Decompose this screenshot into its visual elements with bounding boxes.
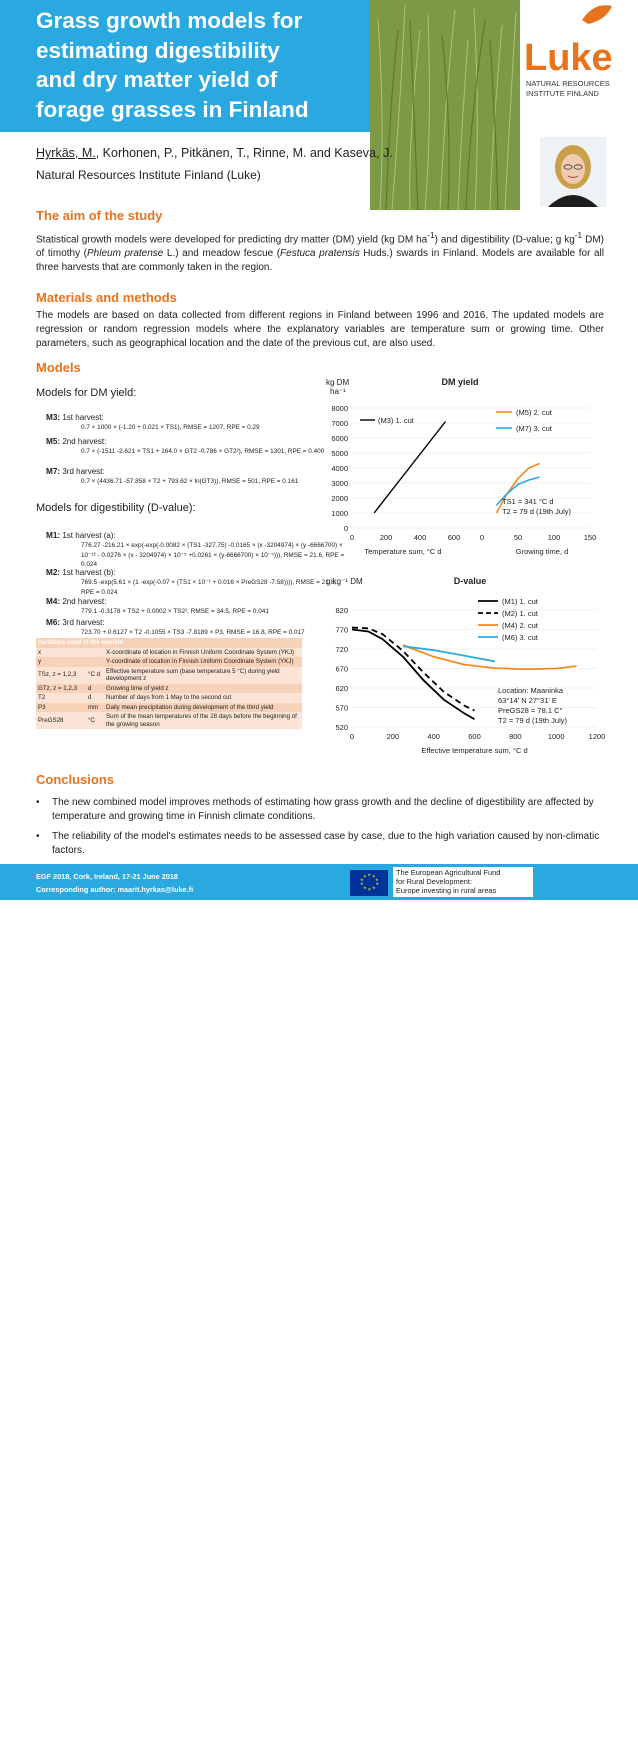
- chart2-legend-label: (M7) 3. cut: [516, 424, 552, 433]
- var-unit: °C: [86, 712, 104, 729]
- chart3-legend-label: (M6) 3. cut: [502, 633, 538, 642]
- title-line-2: estimating digestibility: [36, 37, 280, 63]
- chart1-series-line: [374, 422, 445, 514]
- eu-stars-icon: [350, 870, 388, 896]
- chart3-series-line: [352, 630, 475, 720]
- table-row: [36, 703, 302, 713]
- m3-harvest: 1st harvest:: [62, 413, 104, 422]
- conclusion-text-1: The new combined model improves methods of estimating how grass growth and the decline of digestibility are affected by temperature and growing time in Finnish climate conditions.: [52, 797, 594, 822]
- title-line-3: and dry matter yield of: [36, 67, 278, 92]
- aim-text-d: L.) and meadow fescue (: [163, 248, 281, 260]
- chart2-xtick: 50: [513, 533, 523, 542]
- author-list: [36, 146, 393, 160]
- eafrd-line-3: Europe investing in rural areas: [396, 886, 497, 896]
- table-row: [36, 657, 302, 667]
- var-desc: Sum of the mean temperatures of the 28 days before the beginning of the growing season: [104, 712, 302, 729]
- model-m2: [46, 567, 346, 597]
- header-banner: [0, 0, 638, 132]
- m6-formula: 723.70 + 0.6127 × T2 -0.1055 × TS3 -7.8189 × P3, RMSE = 16.8, RPE = 0.017: [81, 629, 305, 636]
- var-desc: X-coordinate of location in Finnish Uniform Coordinate System (YKJ): [104, 648, 302, 658]
- m1-harvest: 1st harvest (a):: [62, 531, 116, 540]
- table-row: [36, 648, 302, 658]
- charts-area: [320, 370, 610, 760]
- aim-text-a: Statistical growth models were developed for predicting dry matter (DM) yield (kg DM ha: [36, 234, 428, 246]
- chart3-ytick: 520: [335, 723, 348, 732]
- aim-sup2: -1: [574, 230, 583, 240]
- chart2-xtick: 150: [583, 533, 597, 542]
- table-row: [36, 684, 302, 694]
- chart2-xlabel: Growing time, d: [515, 547, 569, 556]
- author-photo: [540, 137, 606, 207]
- var-unit: d: [86, 693, 104, 703]
- var-symbol: T2: [36, 693, 86, 703]
- svg-text:★: ★: [363, 885, 367, 890]
- eafrd-label: [393, 867, 533, 897]
- var-desc: Daily mean precipitation during development of the third yield: [104, 703, 302, 713]
- var-unit: °C d: [86, 667, 104, 684]
- species-1: Phleum pratense: [87, 248, 164, 260]
- luke-logo-graphic: [520, 0, 638, 132]
- methods-heading: Materials and methods: [36, 290, 177, 305]
- chart3-legend-label: (M2) 1. cut: [502, 609, 538, 618]
- model-m6: [46, 617, 346, 638]
- chart3-xtick: 1200: [588, 732, 606, 741]
- var-desc: Y-coordinate of location in Finnish Uniform Coordinate System (YKJ): [104, 657, 302, 667]
- svg-text:★: ★: [363, 873, 367, 879]
- eu-flag-icon: [350, 870, 388, 896]
- chart3-xlabel: Effective temperature sum, °C d: [421, 746, 528, 755]
- svg-text:★: ★: [367, 872, 372, 877]
- other-authors: , Korhonen, P., Pitkänen, T., Rinne, M. and Kaseva, J.: [95, 146, 393, 160]
- chart1-xlabel: Temperature sum, °C d: [364, 547, 442, 556]
- footer-contact[interactable]: Corresponding author: maarit.hyrkas@luke.fi: [36, 885, 194, 894]
- chart1-ylabel-unit: ha⁻¹: [330, 387, 346, 396]
- var-desc: Growing time of yield z: [104, 684, 302, 694]
- var-unit: [86, 648, 104, 658]
- svg-text:★: ★: [372, 885, 376, 890]
- aim-sup1: -1: [427, 230, 435, 240]
- chart3-annotation: Location: Maaninka: [498, 686, 564, 695]
- chart3-ytick: 820: [335, 606, 348, 615]
- svg-text:★: ★: [367, 886, 372, 892]
- chart1-xtick: 600: [447, 533, 461, 542]
- svg-text:★: ★: [360, 877, 364, 882]
- svg-text:★: ★: [375, 881, 380, 886]
- chart2-xtick: 0: [479, 533, 485, 542]
- m1-formula: 776.27 -216.21 × exp(-exp(-0.0082 × (TS1 -327.75) -0.0165 × (x -3204974) × (y -6666700) × 10⁻¹² - 0.0276 × (x - 3204974) × 10⁻⁵ +0.0261 × (y-6666700) × 10⁻⁵))), RMSE = 21.6, RPE = 0.024: [81, 542, 345, 568]
- dm-models-heading: Models for DM yield:: [36, 387, 137, 399]
- first-author: Hyrkäs, M.: [36, 146, 96, 160]
- table-row: [36, 712, 302, 729]
- chart1-ylabel: kg DM: [326, 378, 350, 387]
- var-unit: [86, 657, 104, 667]
- svg-text:★: ★: [372, 873, 376, 879]
- m4-harvest: 2nd harvest:: [62, 597, 107, 606]
- var-desc: Effective temperature sum (base temperature 5 °C) during yield development z: [104, 667, 302, 684]
- eafrd-line-1: The European Agricultural Fund: [396, 868, 501, 877]
- chart1-xtick: 200: [379, 533, 393, 542]
- aim-text-b: ) and digestibility (D-value; g kg: [434, 234, 575, 246]
- chart1-ytick: 3000: [331, 479, 348, 488]
- chart1-ytick: 7000: [331, 419, 348, 428]
- chart3-legend-label: (M4) 2. cut: [502, 621, 538, 630]
- chart1-ytick: 8000: [331, 404, 348, 413]
- var-symbol: x: [36, 648, 86, 658]
- m3-label: M3:: [46, 413, 61, 422]
- aim-text-c: DM) of timothy (: [36, 234, 604, 260]
- logo-word: Luke: [524, 37, 613, 79]
- chart1-ytick: 6000: [331, 434, 348, 443]
- m3-formula: 0.7 × 1000 × (-1.20 + 0.021 × TS1), RMSE = 1207, RPE = 0.29: [81, 424, 260, 431]
- model-m1: [46, 530, 346, 570]
- grass-photo: [370, 0, 520, 210]
- aim-text-e: Huds.) swards in Finland. Models are available for all three harvests that are commonly taken in the region.: [36, 248, 604, 274]
- m6-label: M6:: [46, 618, 61, 627]
- chart3-ytick: 720: [335, 645, 348, 654]
- chart3-ytick: 770: [335, 625, 348, 635]
- m7-formula: 0.7 × (4436.71 -57.858 × T2 + 793.62 × ln(GT3)), RMSE = 501, RPE = 0.161: [81, 478, 299, 485]
- chart1-legend-label: (M3) 1. cut: [378, 416, 414, 425]
- var-symbol: y: [36, 657, 86, 667]
- chart3-legend-label: (M1) 1. cut: [502, 597, 538, 606]
- chart1-xtick: 400: [413, 533, 427, 542]
- logo-sub2: INSTITUTE FINLAND: [526, 89, 599, 98]
- var-symbol: P3: [36, 703, 86, 713]
- poster-title: [36, 6, 376, 124]
- footer-event: EGF 2018, Cork, Ireland, 17-21 June 2018: [36, 872, 178, 881]
- eafrd-line-2: for Rural Development:: [396, 877, 472, 887]
- m4-formula: 779.1 -0.3178 × TS2 + 0.0002 × TS2², RMSE = 34.5, RPE = 0.041: [81, 608, 269, 615]
- table-row: [36, 667, 302, 684]
- chart2-annotation: TS1 = 341 °C d: [502, 497, 554, 506]
- svg-text:★: ★: [360, 881, 364, 886]
- chart3-xtick: 800: [509, 732, 522, 741]
- chart3-xtick: 600: [468, 732, 481, 741]
- m5-label: M5:: [46, 437, 61, 446]
- models-heading: Models: [36, 360, 81, 375]
- model-m3: [46, 412, 346, 433]
- grass-illustration: [370, 0, 520, 210]
- chart2-xtick: 100: [547, 533, 561, 542]
- var-symbol: GTz, z = 1,2,3: [36, 684, 86, 694]
- chart3-annotation: PreGS28 = 78.1 C°: [498, 706, 563, 715]
- aim-heading: The aim of the study: [36, 208, 163, 223]
- chart1-ytick: 0: [343, 524, 348, 533]
- chart1-title: DM yield: [441, 377, 479, 387]
- aim-text: [36, 228, 604, 275]
- d-models-heading: Models for digestibility (D-value):: [36, 502, 196, 514]
- chart3-ytick: 670: [335, 664, 348, 674]
- conclusions-heading: Conclusions: [36, 772, 115, 787]
- variables-title: Variables used in the models: [36, 638, 302, 648]
- bullet-icon: •: [36, 831, 40, 842]
- chart3-xtick: 1000: [547, 732, 565, 741]
- author-portrait: [540, 137, 606, 207]
- m7-harvest: 3rd harvest:: [62, 467, 105, 476]
- m7-label: M7:: [46, 467, 61, 476]
- chart1-xtick: 0: [349, 533, 355, 542]
- species-2: Festuca pratensis: [280, 248, 360, 260]
- chart1-ytick: 1000: [331, 509, 348, 518]
- bullet-icon: •: [36, 797, 40, 808]
- model-m5: [46, 436, 346, 457]
- var-unit: d: [86, 684, 104, 694]
- logo-sub1: NATURAL RESOURCES: [526, 79, 610, 88]
- chart2-legend-label: (M5) 2. cut: [516, 408, 552, 417]
- table-row: [36, 693, 302, 703]
- m2-harvest: 1st harvest (b):: [62, 568, 116, 577]
- chart2-annotation: T2 = 79 d (19th July): [502, 507, 571, 516]
- chart1-ytick: 4000: [331, 464, 348, 473]
- conclusion-item: [36, 830, 604, 858]
- chart3-xtick: 0: [349, 732, 355, 741]
- methods-text: The models are based on data collected from different regions in Finland between 1996 and 2016. The updated models are regression or random regression models where the explanatory variables are temperature sum or growing time. Other parameters, such as geographical location and the date of the previous cut, are also used.: [36, 310, 604, 349]
- var-symbol: TSz, z = 1,2,3: [36, 667, 86, 684]
- chart1-ytick: 2000: [331, 494, 348, 503]
- variables-table: [36, 638, 302, 729]
- m5-formula: 0.7 × (-1511 -2.621 × TS1 + 164.0 × GT2 -0.786 × GT2²), RMSE = 1301, RPE = 0.400: [81, 448, 325, 455]
- title-line-4: forage grasses in Finland: [36, 96, 309, 122]
- chart3-ytick: 620: [335, 684, 348, 693]
- title-line-1: Grass growth models for: [36, 8, 303, 33]
- m4-label: M4:: [46, 597, 61, 606]
- m1-label: M1:: [46, 531, 61, 540]
- conclusion-item: [36, 796, 604, 824]
- var-unit: mm: [86, 703, 104, 713]
- chart3-xtick: 400: [427, 732, 440, 741]
- m2-label: M2:: [46, 568, 61, 577]
- chart3-annotation: T2 = 79 d (19th July): [498, 716, 567, 725]
- site-link[interactable]: luke.fi: [572, 1733, 614, 1750]
- var-desc: Number of days from 1 May to the second cut: [104, 693, 302, 703]
- chart3-series-line: [403, 646, 495, 661]
- chart3-title: D-value: [453, 576, 487, 586]
- model-m4: [46, 596, 346, 617]
- model-m7: [46, 466, 346, 487]
- svg-text:★: ★: [375, 877, 379, 882]
- m2-formula: 769.5 -exp(5.61 × (1 -exp(-0.07 × (TS1 × 10⁻¹ + 0.016 × PreGS28 -7.58)))), RMSE = 21.8, RPE = 0.024: [81, 579, 336, 596]
- variables-table-header: [36, 638, 302, 648]
- chart3-xtick: 200: [386, 732, 400, 741]
- chart3-ylabel: g kg⁻¹ DM: [326, 577, 363, 586]
- luke-logo: [520, 0, 638, 132]
- institute: Natural Resources Institute Finland (Luke): [36, 168, 261, 182]
- chart3-annotation: 63°14' N 27°31' E: [498, 696, 557, 705]
- var-symbol: PreGS28: [36, 712, 86, 729]
- chart3-ytick: 570: [335, 703, 348, 713]
- m5-harvest: 2nd harvest:: [62, 437, 107, 446]
- m6-harvest: 3rd harvest:: [62, 618, 105, 627]
- footer: [0, 864, 638, 1750]
- conclusion-text-2: The reliability of the model's estimates needs to be assessed case by case, due to the high variation caused by non-climatic factors.: [52, 831, 600, 856]
- chart1-ytick: 5000: [331, 449, 348, 458]
